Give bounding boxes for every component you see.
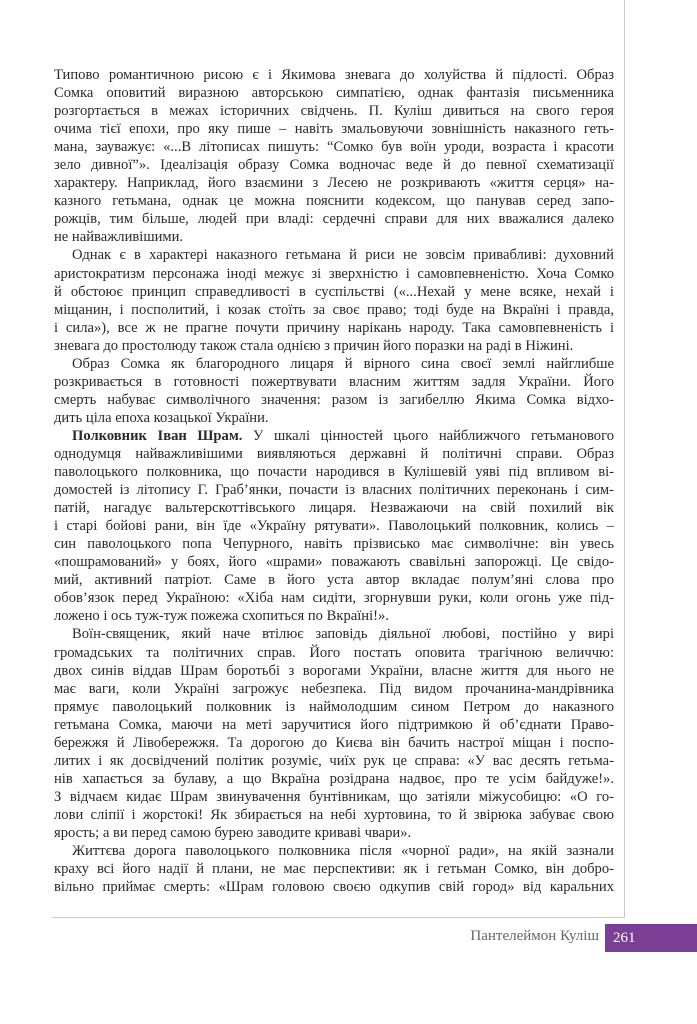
text-line xyxy=(54,120,614,138)
text-line xyxy=(54,174,614,192)
line-text: Сомка оповитий виразною авторською симпатією, однак фантазія письменника xyxy=(54,85,614,102)
line-text: ярость; а ви перед самою бурею заводите криваві чвари». xyxy=(54,824,412,841)
text-line xyxy=(54,878,614,896)
line-text: очима тієї епохи, про яку пише – навіть змальовуючи зовнішність наказного геть- xyxy=(54,121,614,138)
text-line xyxy=(54,607,614,625)
line-text: смерть набуває символічного значення: разом із загибеллю Якима Сомка відхо- xyxy=(54,391,614,408)
line-text: розкривається в готовності пожертвувати власним життям задля України. Його xyxy=(54,373,614,390)
line-text: Воїн-священик, який наче втілює заповідь діяльної любові, постійно у вирі xyxy=(72,626,614,643)
line-text: Життєва дорога паволоцького полковника після «чорної ради», на якій зазнали xyxy=(72,843,614,860)
line-text: рожців, тим більше, людей при владі: сердечні справи для них вважалися далеко xyxy=(54,211,614,228)
body-text xyxy=(54,66,614,896)
text-line xyxy=(54,319,614,337)
text-line xyxy=(54,265,614,283)
line-text: аристократизм персонажа іноді межує зі зверхністю і самовпевненістю. Хоча Сомко xyxy=(54,265,614,282)
text-line xyxy=(54,301,614,319)
line-text: не найважливішими. xyxy=(54,229,184,246)
text-line xyxy=(54,571,614,589)
text-line xyxy=(54,481,614,499)
line-text: мий, активний патріот. Саме в його уста автор вкладає полум’яні слова про xyxy=(54,572,614,589)
text-line xyxy=(54,824,614,842)
line-text: «пошрамований» у боях, його «шрами» поважають свавільні запорожці. Це свідо- xyxy=(54,554,614,571)
text-line xyxy=(54,246,614,264)
line-text: прямує паволоцький полковник із наймолодшим сином Петром до наказного xyxy=(54,698,614,715)
text-line xyxy=(54,283,614,301)
text-line xyxy=(54,355,614,373)
page-border-vertical xyxy=(624,0,625,917)
text-line xyxy=(54,716,614,734)
line-text: однодумця найважливішими виявляються державні й політичні справи. Образ xyxy=(54,445,614,462)
text-line xyxy=(54,373,614,391)
text-line xyxy=(54,156,614,174)
text-line xyxy=(54,445,614,463)
text-line xyxy=(54,84,614,102)
line-text: обов’язок перед Україною: «Хіба нам сидіти, згорнувши руки, коли огонь уже під- xyxy=(54,590,614,607)
footer-author: Пантелеймон Куліш xyxy=(470,928,599,944)
text-line xyxy=(54,102,614,120)
line-text: паволоцького полковника, що почасти народився в Кулішевій уяві під впливом ві- xyxy=(54,464,614,481)
line-text: казного гетьмана, однак це можна пояснити кодексом, що панував серед запо- xyxy=(54,193,614,210)
text-line xyxy=(54,644,614,662)
line-text: нів хапається за булаву, а що Вкраїна розідрана надвоє, про те усім байдуже!». xyxy=(54,770,614,787)
line-text: бережжя й Лівобережжя. Та дорогою до Києва він бачить настрої міщан і поспо- xyxy=(54,734,614,751)
line-text: й обстоює принцип справедливості в суспільстві («...Нехай у мене всяке, нехай і xyxy=(54,283,614,300)
line-text: і старі бойові рани, він їде «Україну рятувати». Паволоцький полковник, колись – xyxy=(54,518,614,535)
text-line xyxy=(54,662,614,680)
text-line xyxy=(54,589,614,607)
text-line xyxy=(54,752,614,770)
paragraph xyxy=(54,427,614,626)
line-text: Типово романтичною рисою є і Якимова зневага до холуйства й підлості. Образ xyxy=(54,67,614,83)
text-line xyxy=(54,427,614,445)
paragraph xyxy=(54,625,614,842)
paragraph xyxy=(54,66,614,246)
page-border-horizontal xyxy=(52,917,625,918)
text-line xyxy=(54,138,614,156)
line-text: вільно приймає смерть: «Шрам головою своєю одкупив свій город» від каральних xyxy=(54,879,614,896)
text-line xyxy=(54,337,614,355)
line-text: патій, нагадує вальтерскоттівського лицаря. Незважаючи на свій похилий вік xyxy=(54,500,614,517)
paragraph xyxy=(54,246,614,354)
text-line xyxy=(54,409,614,427)
page-number: 261 xyxy=(605,924,697,952)
text-line xyxy=(54,625,614,643)
text-line xyxy=(54,463,614,481)
text-line xyxy=(54,788,614,806)
line-text: Образ Сомка як благородного лицаря й вірного сина своєї землі найглибше xyxy=(72,355,614,372)
line-text: домостей із літопису Г. Граб’янки, почасти із власних політичних переконань і сим- xyxy=(54,482,614,499)
line-text: розгортається в межах історичних свідчень. П. Куліш дивиться на свого героя xyxy=(54,103,614,120)
text-line xyxy=(54,770,614,788)
line-text: дить ціла епоха козацької України. xyxy=(54,409,269,426)
line-text: У шкалі цінностей цього найближчого гетьманового xyxy=(242,427,614,444)
text-line xyxy=(54,210,614,228)
line-text: лови сліпії і жорстокі! Як збирається на небі хуртовина, то й звірюка забуває свою xyxy=(54,806,614,823)
text-line xyxy=(54,517,614,535)
text-line xyxy=(54,192,614,210)
section-heading: Полковник Іван Шрам. xyxy=(72,427,243,444)
line-text: Однак є в характері наказного гетьмана й риси не зовсім привабливі: духовний xyxy=(72,247,614,264)
paragraph xyxy=(54,355,614,427)
text-line xyxy=(54,66,614,84)
line-text: краху всі його надії й плани, не має перспективи: як і гетьман Сомко, він добро- xyxy=(54,861,614,878)
text-line xyxy=(54,860,614,878)
text-line xyxy=(54,806,614,824)
line-text: гетьмана Сомка, маючи на меті заручитися його підтримкою й об’єднати Право- xyxy=(54,716,614,733)
text-line xyxy=(54,391,614,409)
text-line xyxy=(54,535,614,553)
text-line xyxy=(54,228,614,246)
line-text: зело дивної”». Ідеалізація образу Сомка водночас веде й до певної схематизації xyxy=(54,157,614,174)
line-text: син паволоцького попа Чепурного, навіть прізвисько має символічне: він увесь xyxy=(54,536,614,553)
line-text: мана, зауважує: «...В літописах пишуть: “Сомко був воїн уроди, возраста і красоти xyxy=(54,139,614,156)
text-line xyxy=(54,734,614,752)
line-text: литих і як досвідчений політик розуміє, чиїх рук це справа: «У вас десять гетьма- xyxy=(54,752,614,769)
text-line xyxy=(54,499,614,517)
line-text: і сила»), все ж не прагне почути причину нарікань народу. Така самовпевненість і xyxy=(54,319,614,336)
text-line xyxy=(54,842,614,860)
line-text: зневага до простолюду також стала однією з причин його поразки на раді в Ніжині. xyxy=(54,337,574,354)
text-line xyxy=(54,698,614,716)
line-text: характеру. Наприклад, його взаємини з Лесею не розкривають «життя серця» на- xyxy=(54,175,614,192)
line-text: З відчаєм кидає Шрам звинувачення бунтівникам, що затіяли міжусобицю: «О го- xyxy=(54,788,614,805)
paragraph xyxy=(54,842,614,896)
line-text: ложено і ось туж-туж пожежа схопиться по Вкраїні!». xyxy=(54,608,389,625)
text-line xyxy=(54,553,614,571)
line-text: двох синів віддав Шрам боротьбі з ворогами України, власне життя для нього не xyxy=(54,662,614,679)
text-line xyxy=(54,680,614,698)
line-text: міщанин, і посполитий, і козак стоїть за своє право; тоді буде на Вкраїні і правда, xyxy=(54,301,614,318)
line-text: має ваги, коли Україні загрожує небезпека. Під видом прочанина-мандрівника xyxy=(54,680,614,697)
line-text: громадських та політичних справ. Його постать оповита трагічною величчю: xyxy=(54,644,614,661)
